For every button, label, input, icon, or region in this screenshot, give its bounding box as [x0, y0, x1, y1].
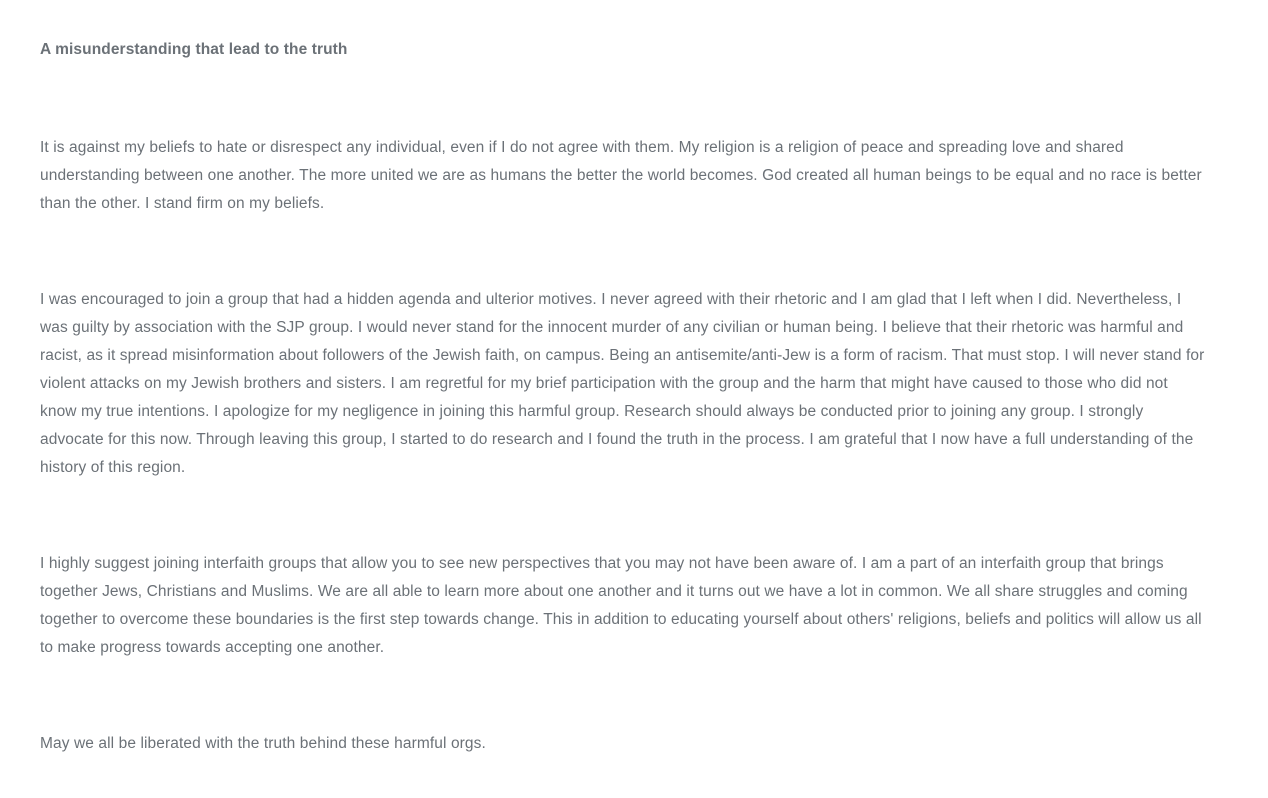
paragraph-1: It is against my beliefs to hate or disrespect any individual, even if I do not agree with them. My religion is a religion of peace and spreading love and shared understanding between one another. The more united we are as humans the better the world becomes. God created all human beings to be equal and no race is better than the other. I stand firm on my beliefs.	[40, 139, 1202, 212]
paragraph-4: May we all be liberated with the truth behind these harmful orgs.	[40, 735, 486, 752]
paragraph-2: I was encouraged to join a group that had a hidden agenda and ulterior motives. I never agreed with their rhetoric and I am glad that I left when I did. Nevertheless, I was guilty by association with the SJP group. I would never stand for the innocent murder of any civilian or human being. I believe that their rhetoric was harmful and racist, as it spread misinformation about followers of the Jewish faith, on campus. Being an antisemite/anti-Jew is a form of racism. That must stop. I will never stand for violent attacks on my Jewish brothers and sisters. I am regretful for my brief participation with the group and the harm that might have caused to those who did not know my true intentions. I apologize for my negligence in joining this harmful group. Research should always be conducted prior to joining any group. I strongly advocate for this now. Through leaving this group, I started to do research and I found the truth in the process. I am grateful that I now have a full understanding of the history of this region.	[40, 291, 1205, 476]
paragraph-3: I highly suggest joining interfaith groups that allow you to see new perspectives that you may not have been aware of. I am a part of an interfaith group that brings together Jews, Christians and Muslims. We are all able to learn more about one another and it turns out we have a lot in common. We all share struggles and coming together to overcome these boundaries is the first step towards change. This in addition to educating yourself about others' religions, beliefs and politics will allow us all to make progress towards accepting one another.	[40, 555, 1202, 656]
spacer	[40, 482, 1208, 550]
spacer	[40, 662, 1208, 730]
page-title: A misunderstanding that lead to the truth	[40, 41, 348, 58]
spacer	[40, 62, 1208, 134]
spacer	[40, 218, 1208, 286]
